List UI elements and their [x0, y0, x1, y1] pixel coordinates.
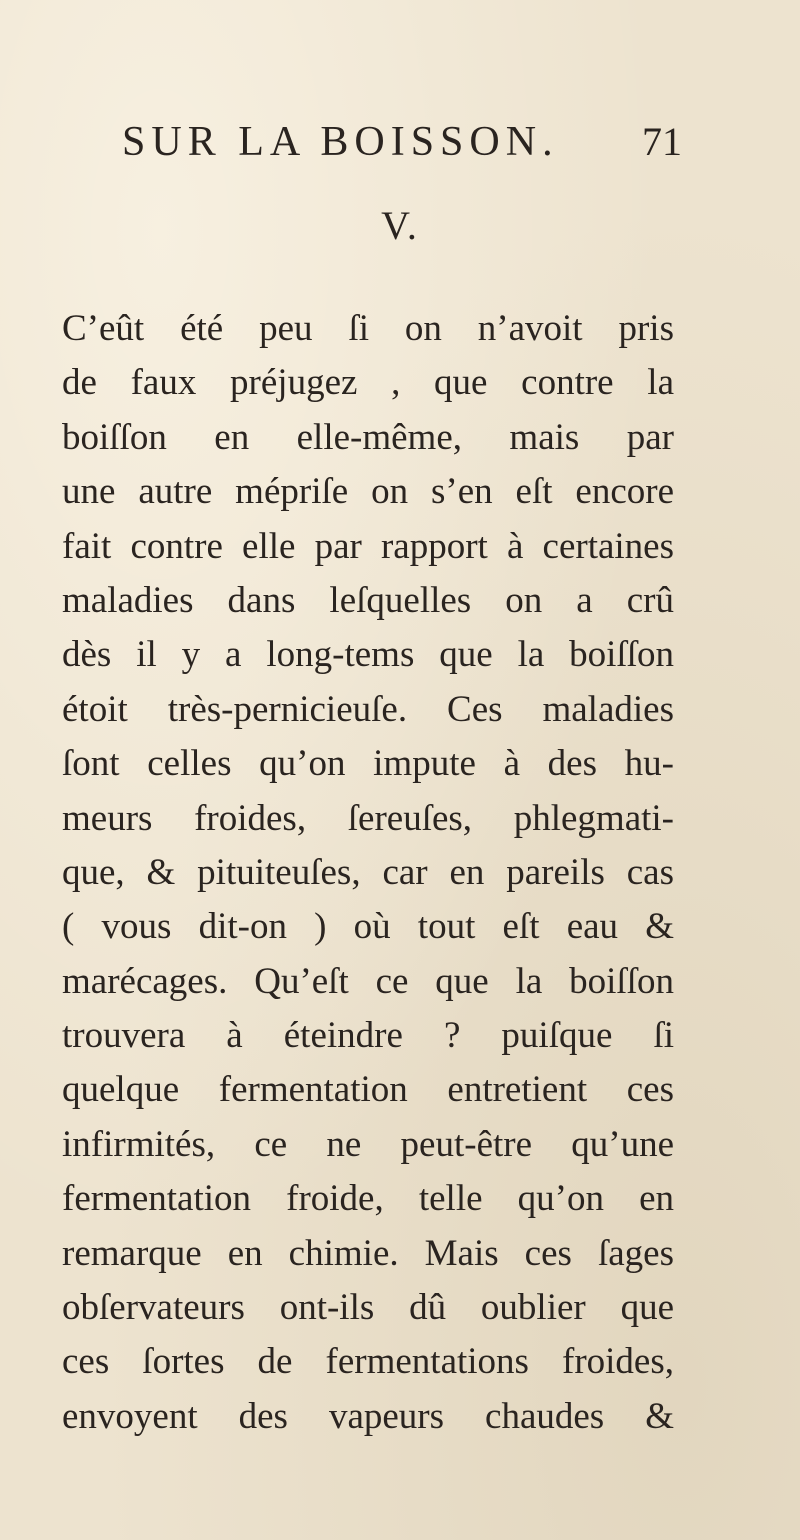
- text-line: étoit très-pernicieuſe. Ces maladies: [62, 688, 674, 730]
- text-line: C’eût été peu ſi on n’avoit pris: [62, 308, 674, 349]
- text-line: fait contre elle par rapport à certaines: [62, 525, 674, 567]
- text-line: une autre mépriſe on s’en eſt encore: [62, 471, 674, 513]
- page-number: 71: [642, 119, 682, 164]
- text-line: ces ſortes de fermentations froides,: [62, 1341, 674, 1383]
- text-line: marécages. Qu’eſt ce que la boiſſon: [62, 960, 674, 1002]
- text-line: infirmités, ce ne peut-être qu’une: [62, 1123, 674, 1165]
- text-line: remarque en chimie. Mais ces ſages: [62, 1232, 674, 1274]
- text-line: ( vous dit-on ) où tout eſt eau &: [62, 906, 674, 948]
- text-line: envoyent des vapeurs chaudes &: [62, 1395, 674, 1437]
- section-heading: V.: [381, 203, 419, 248]
- text-line: dès il y a long-tems que la boiſſon: [62, 634, 674, 676]
- text-line: boiſſon en elle-même, mais par: [62, 416, 674, 458]
- text-line: ſont celles qu’on impute à des hu-: [62, 743, 674, 785]
- text-line: que, & pituiteuſes, car en pareils cas: [62, 851, 674, 893]
- running-head: [122, 112, 682, 172]
- body-paragraph: [62, 302, 674, 1444]
- text-line: de faux préjugez , que contre la: [62, 362, 674, 404]
- text-line: trouvera à éteindre ? puiſque ſi: [62, 1015, 674, 1057]
- text-line: obſervateurs ont-ils dû oublier que: [62, 1287, 674, 1329]
- running-title: SUR LA BOISSON.: [122, 119, 559, 165]
- text-line: maladies dans leſquelles on a crû: [62, 579, 674, 621]
- text-line: quelque fermentation entretient ces: [62, 1069, 674, 1111]
- text-line: fermentation froide, telle qu’on en: [62, 1178, 674, 1220]
- text-line: meurs froides, ſereuſes, phlegmati-: [62, 797, 674, 839]
